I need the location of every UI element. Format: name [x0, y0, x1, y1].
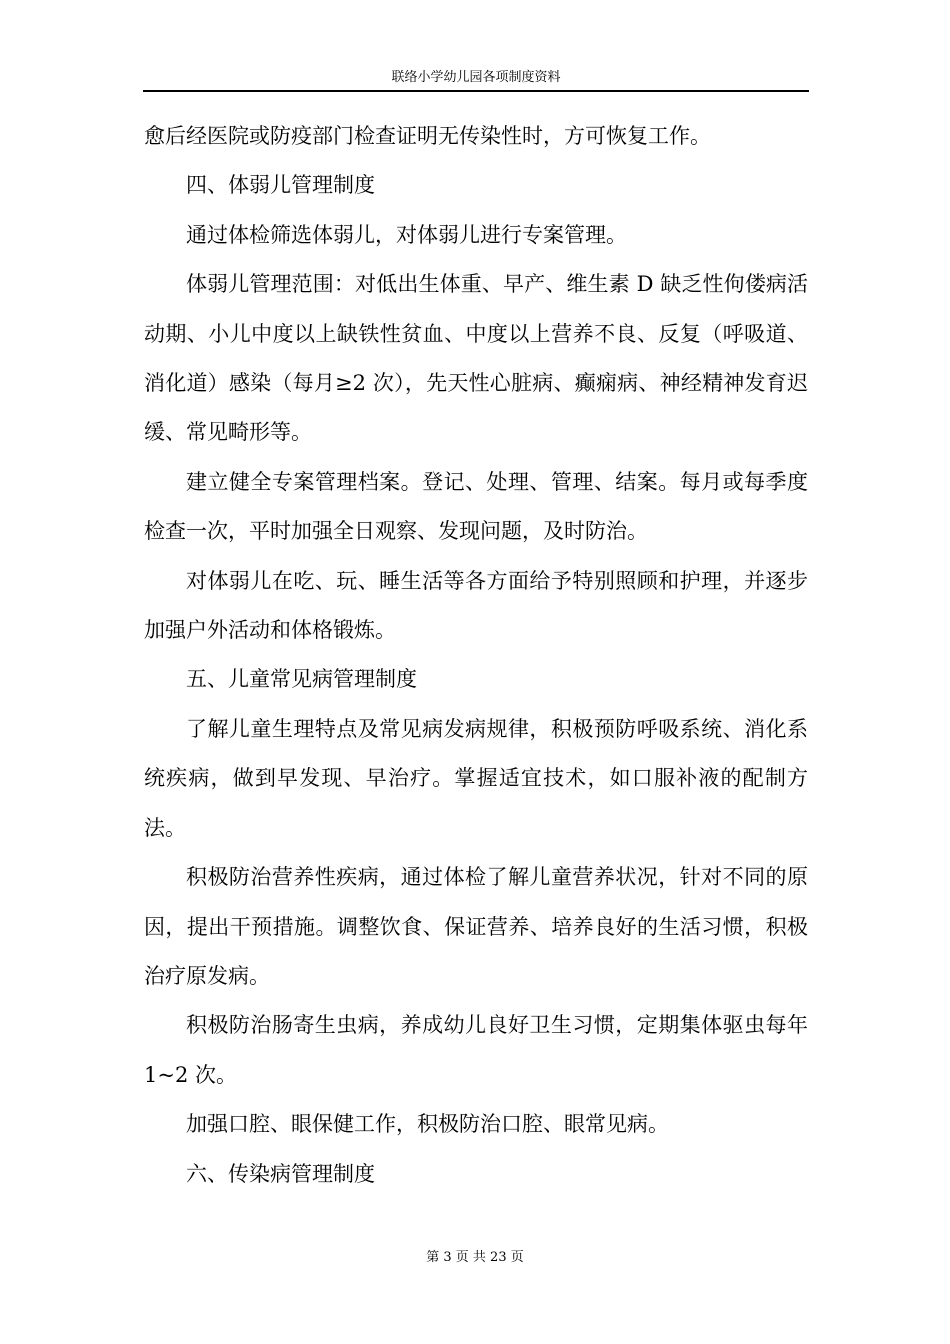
page-header [143, 66, 809, 92]
paragraph: 对体弱儿在吃、玩、睡生活等各方面给予特别照顾和护理，并逐步加强户外活动和体格锻炼。 [144, 568, 808, 643]
header-title: 联络小学幼儿园各项制度资料 [391, 70, 561, 85]
paragraph: 体弱儿管理范围：对低出生体重、早产、维生素 D 缺乏性佝偻病活动期、小儿中度以上缺铁性贫血、中度以上营养不良、反复（呼吸道、消化道）感染（每月≥2 次），先天性心脏病、癫痫病、神经精神发育迟缓、常见畸形等。 [144, 272, 808, 445]
page-footer [0, 1248, 950, 1268]
paragraph: 建立健全专案管理档案。登记、处理、管理、结案。每月或每季度检查一次，平时加强全日观察、发现问题，及时防治。 [144, 469, 808, 544]
paragraph: 积极防治肠寄生虫病，养成幼儿良好卫生习惯，定期集体驱虫每年 1~2 次。 [144, 1013, 808, 1087]
page-number: 第 3 页 共 23 页 [426, 1250, 524, 1265]
section-heading-infectious-disease: 六、传染病管理制度 [186, 1161, 375, 1186]
paragraph: 通过体检筛选体弱儿，对体弱儿进行专案管理。 [186, 222, 627, 247]
section-heading-weak-child: 四、体弱儿管理制度 [186, 173, 375, 198]
paragraph: 积极防治营养性疾病，通过体检了解儿童营养状况，针对不同的原因，提出干预措施。调整饮食、保证营养、培养良好的生活习惯，积极治疗原发病。 [144, 865, 808, 988]
paragraph: 加强口腔、眼保健工作，积极防治口腔、眼常见病。 [186, 1112, 669, 1137]
paragraph-continuation: 愈后经医院或防疫部门检查证明无传染性时，方可恢复工作。 [144, 124, 711, 148]
section-heading-common-disease: 五、儿童常见病管理制度 [186, 667, 417, 692]
document-body [144, 112, 808, 1199]
paragraph: 了解儿童生理特点及常见病发病规律，积极预防呼吸系统、消化系统疾病，做到早发现、早治疗。掌握适宜技术，如口服补液的配制方法。 [144, 716, 808, 840]
